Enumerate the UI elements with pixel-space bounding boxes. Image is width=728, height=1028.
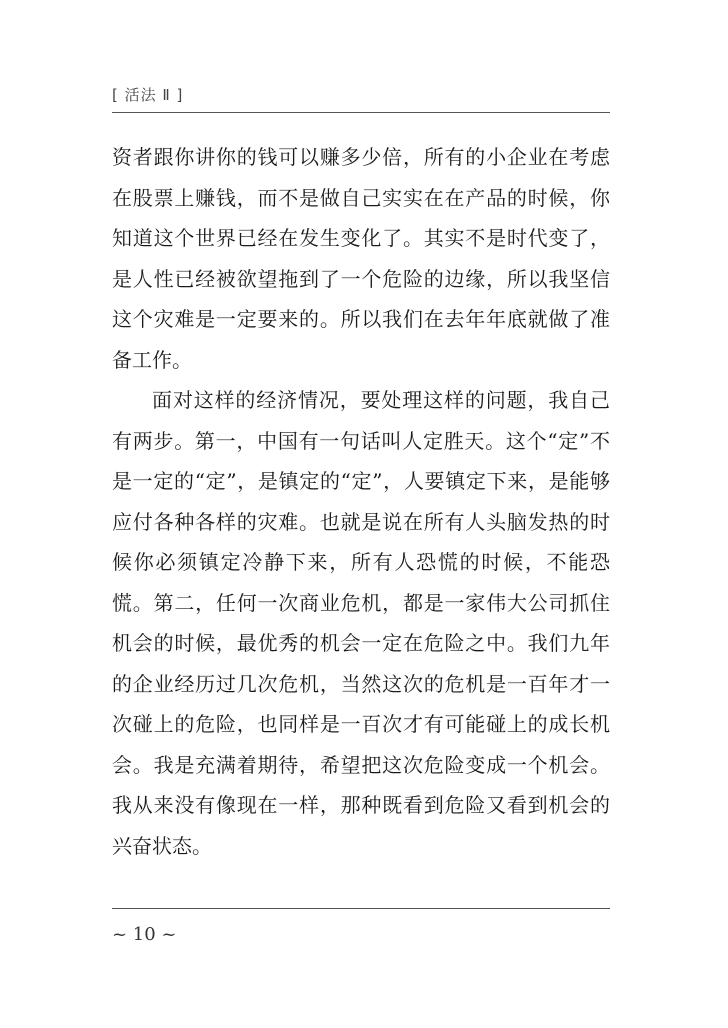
page-number: ~ 10 ~ bbox=[112, 924, 177, 945]
page-body bbox=[112, 137, 610, 866]
footer-rule bbox=[112, 908, 610, 909]
paragraph-continued: 资者跟你讲你的钱可以赚多少倍，所有的小企业在考虑在股票上赚钱，而不是做自己实实在在产品的时候，你知道这个世界已经在发生变化了。其实不是时代变了，是人性已经被欲望拖到了一个危险的边缘，所以我坚信这个灾难是一定要来的。所以我们在去年年底就做了准备工作。 bbox=[112, 145, 610, 372]
paragraph: 面对这样的经济情况，要处理这样的问题，我自己有两步。第一，中国有一句话叫人定胜天。这个“定”不是一定的“定”，是镇定的“定”，人要镇定下来，是能够应付各种各样的灾难。也就是说在所有人头脑发热的时候你必须镇定冷静下来，所有人恐慌的时候，不能恐慌。第二，任何一次商业危机，都是一家伟大公司抓住机会的时候，最优秀的机会一定在危险之中。我们九年的企业经历过几次危机，当然这次的危机是一百年才一次碰上的危险，也同样是一百次才有可能碰上的成长机会。我是充满着期待，希望把这次危险变成一个机会。我从来没有像现在一样，那种既看到危险又看到机会的兴奋状态。 bbox=[112, 388, 610, 858]
running-header: [ 活法 Ⅱ ] bbox=[112, 86, 184, 104]
header-rule bbox=[112, 112, 610, 113]
